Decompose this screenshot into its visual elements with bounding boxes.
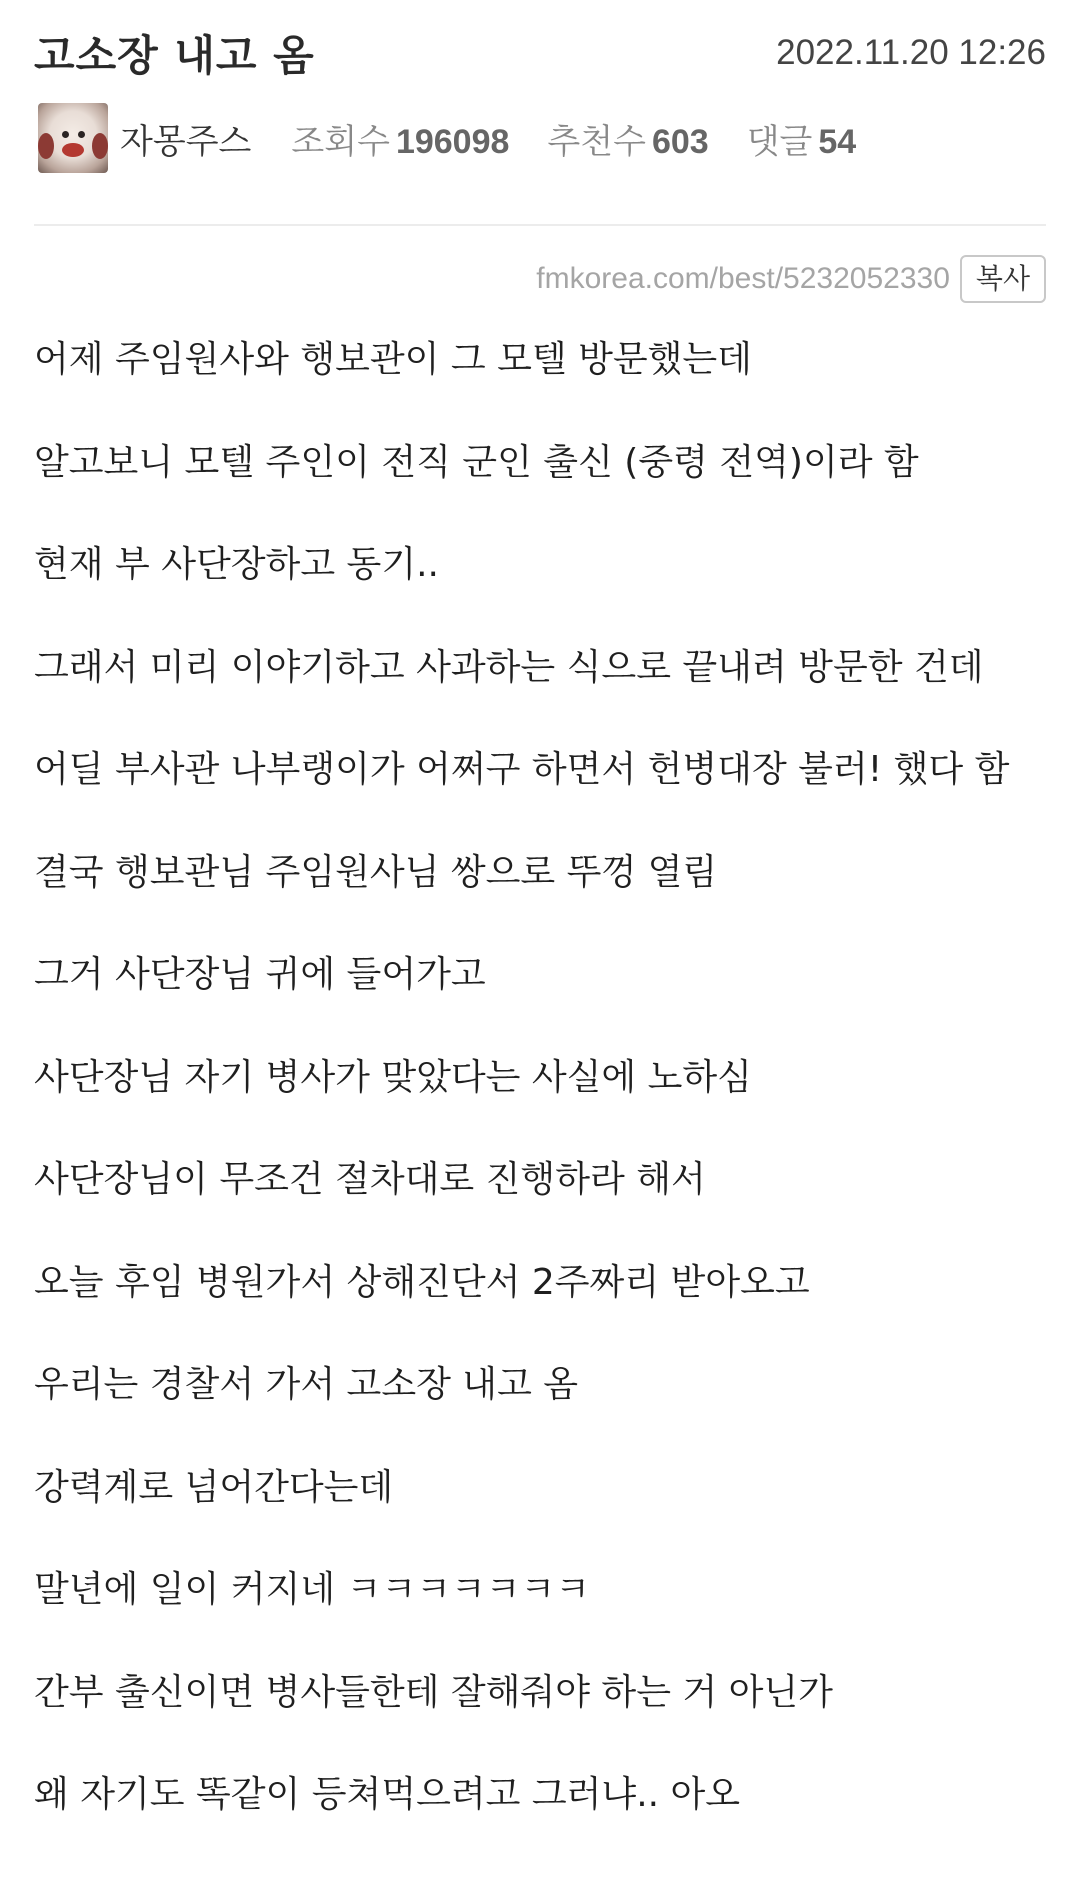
body-line: 말년에 일이 커지네 ㅋㅋㅋㅋㅋㅋㅋ	[34, 1569, 590, 1610]
view-count	[291, 114, 509, 163]
body-line: 그래서 미리 이야기하고 사과하는 식으로 끝내려 방문한 건데	[34, 646, 984, 688]
body-line: 우리는 경찰서 가서 고소장 내고 옴	[34, 1364, 579, 1405]
comment-count[interactable]	[747, 114, 857, 163]
body-line: 어제 주임원사와 행보관이 그 모텔 방문했는데	[34, 339, 752, 380]
copy-url-button[interactable]: 복사	[960, 255, 1046, 303]
body-line: 그거 사단장님 귀에 들어가고	[34, 954, 486, 995]
body-line: 오늘 후임 병원가서 상해진단서 2주짜리 받아오고	[34, 1261, 810, 1303]
recommend-count-label: 추천수	[547, 121, 646, 162]
recommend-count-value: 603	[651, 122, 709, 161]
post-body	[34, 330, 1046, 1868]
comment-count-label: 댓글	[746, 121, 813, 162]
author-name[interactable]: 자몽주스	[120, 121, 252, 162]
post-meta	[38, 102, 894, 174]
puppy-avatar-icon[interactable]	[38, 103, 108, 173]
post-date: 2022.11.20 12:26	[776, 33, 1046, 72]
view-count-label: 조회수	[291, 121, 390, 162]
body-line: 왜 자기도 똑같이 등쳐먹으려고 그러냐.. 아오	[34, 1774, 741, 1815]
body-line: 결국 행보관님 주임원사님 쌍으로 뚜껑 열림	[34, 851, 718, 893]
post-link-row	[536, 254, 1046, 304]
header-divider	[34, 224, 1046, 226]
post-title: 고소장 내고 옴	[34, 31, 315, 80]
body-line: 사단장님이 무조건 절차대로 진행하라 해서	[34, 1159, 706, 1200]
post-url[interactable]: fmkorea.com/best/5232052330	[536, 262, 950, 295]
comment-count-value: 54	[818, 122, 857, 161]
body-line: 강력계로 넘어간다는데	[34, 1466, 394, 1508]
view-count-value: 196098	[395, 122, 510, 161]
recommend-count	[547, 114, 708, 163]
body-line: 현재 부 사단장하고 동기..	[34, 544, 439, 585]
post-header	[34, 20, 1046, 86]
body-line: 알고보니 모텔 주인이 전직 군인 출신 (중령 전역)이라 함	[34, 441, 919, 483]
body-line: 어딜 부사관 나부랭이가 어쩌구 하면서 헌병대장 불러! 했다 함	[34, 749, 1010, 790]
body-line: 사단장님 자기 병사가 맞았다는 사실에 노하심	[34, 1056, 752, 1098]
body-line: 간부 출신이면 병사들한테 잘해줘야 하는 거 아닌가	[34, 1671, 833, 1713]
